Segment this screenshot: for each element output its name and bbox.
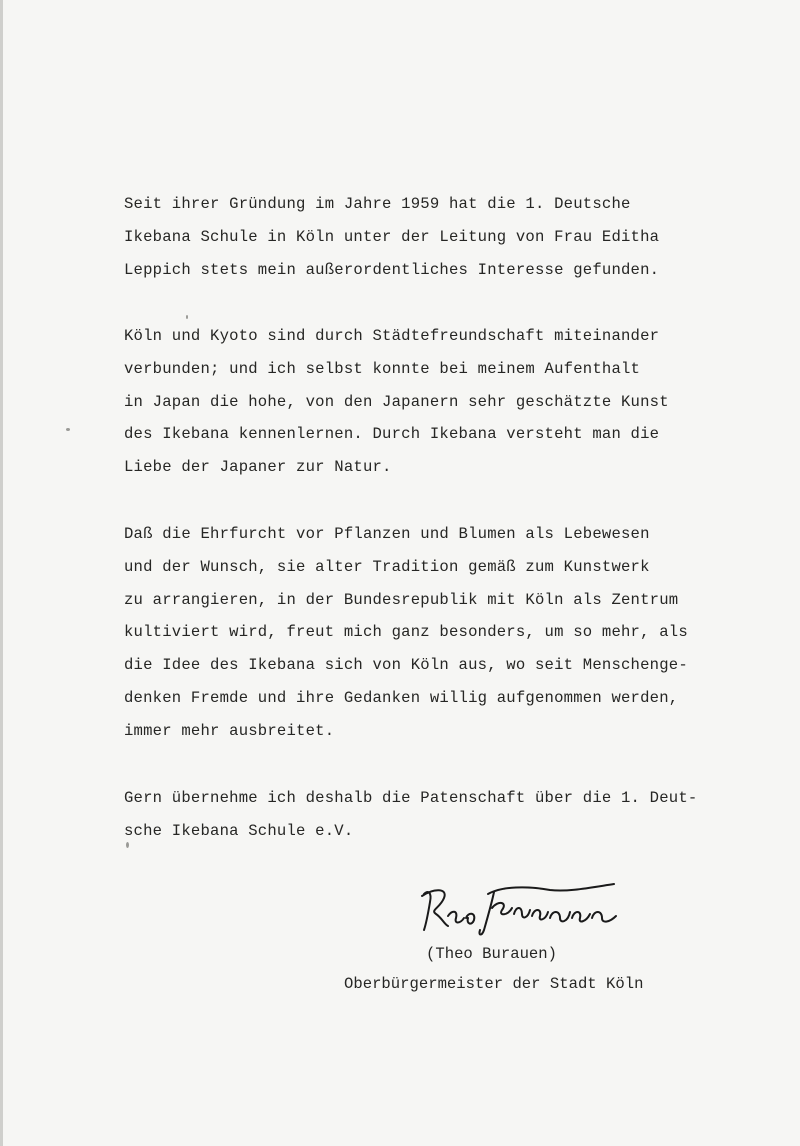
text-line: Köln und Kyoto sind durch Städtefreundschaft miteinander: [124, 327, 660, 345]
text-line: Gern übernehme ich deshalb die Patenschaft über die 1. Deut-: [124, 789, 698, 807]
text-line: denken Fremde und ihre Gedanken willig aufgenommen werden,: [124, 688, 679, 707]
text-line: Ikebana Schule in Köln unter der Leitung von Frau Editha: [124, 227, 660, 246]
text-line: und der Wunsch, sie alter Tradition gemäß zum Kunstwerk: [124, 557, 650, 576]
signer-name: (Theo Burauen): [426, 945, 558, 963]
paper-speck: [186, 315, 188, 319]
text-line: immer mehr ausbreitet.: [124, 721, 335, 740]
handwritten-signature: [418, 880, 628, 940]
text-line: Seit ihrer Gründung im Jahre 1959 hat die 1. Deutsche: [124, 195, 631, 213]
text-line: in Japan die hohe, von den Japanern sehr geschätzte Kunst: [124, 392, 669, 411]
signature-block: [330, 880, 750, 1000]
paragraph-patenschaft: [124, 782, 697, 848]
text-line: die Idee des Ikebana sich von Köln aus, wo seit Menschenge-: [124, 656, 688, 675]
text-line: zu arrangieren, in der Bundesrepublik mit Köln als Zentrum: [124, 590, 679, 609]
text-line: Daß die Ehrfurcht vor Pflanzen und Blumen als Lebewesen: [124, 525, 650, 543]
text-line: Leppich stets mein außerordentliches Interesse gefunden.: [124, 260, 660, 279]
paragraph-koeln-kyoto: [124, 320, 669, 484]
text-line: Liebe der Japaner zur Natur.: [124, 458, 392, 477]
page-edge-shadow: [0, 0, 3, 1146]
paper-speck: [126, 842, 129, 848]
text-line: des Ikebana kennenlernen. Durch Ikebana versteht man die: [124, 425, 660, 444]
text-line: verbunden; und ich selbst konnte bei meinem Aufenthalt: [124, 359, 641, 378]
text-line: kultiviert wird, freut mich ganz besonders, um so mehr, als: [124, 623, 688, 642]
signer-title: Oberbürgermeister der Stadt Köln: [344, 975, 644, 993]
paper-speck: [66, 428, 70, 431]
text-line: sche Ikebana Schule e.V.: [124, 821, 354, 840]
paragraph-founding: [124, 188, 659, 286]
paragraph-ehrfurcht: [124, 518, 688, 748]
